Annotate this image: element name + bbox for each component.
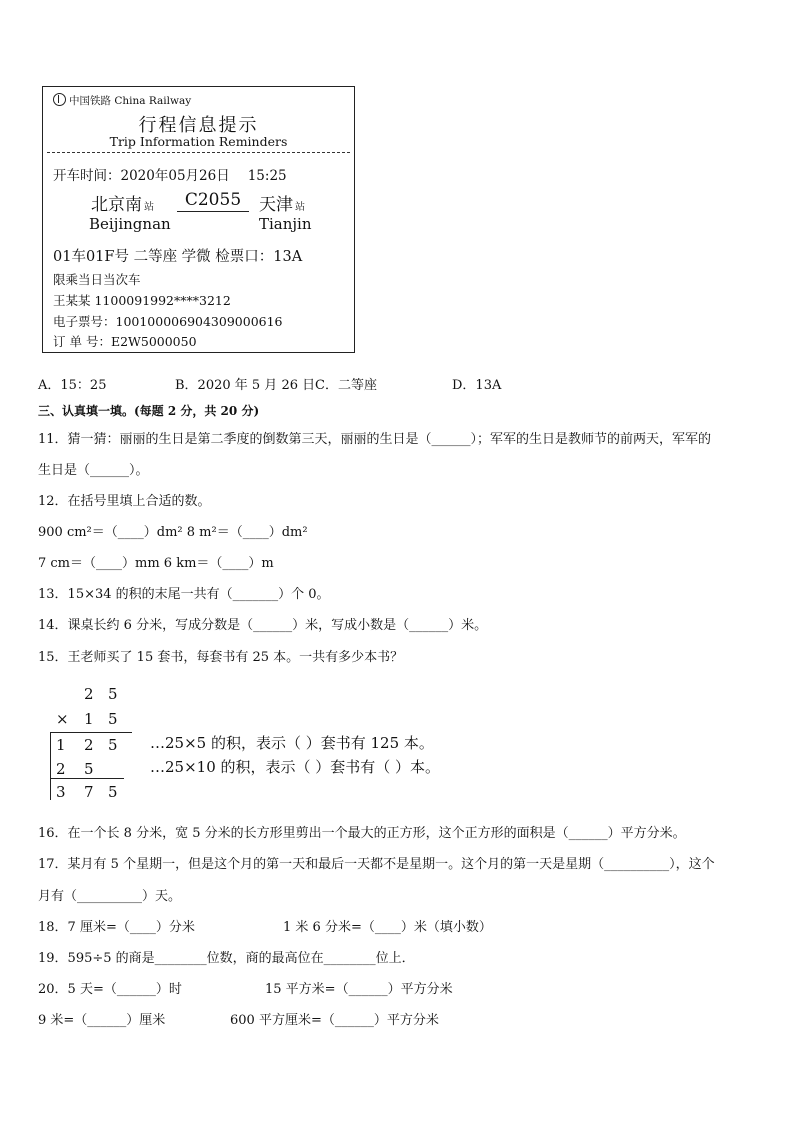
q18-part1: 18．7 厘米=（____）分米 bbox=[38, 920, 195, 935]
digit: 1 bbox=[56, 736, 66, 754]
to-pinyin: Tianjin bbox=[259, 215, 312, 233]
ticket-divider bbox=[47, 152, 350, 153]
seat-line: 01车01F号 二等座 学微 检票口：13A bbox=[53, 249, 303, 265]
digit: 2 bbox=[84, 685, 94, 703]
q15-note-1: …25×5 的积，表示（ ）套书有 125 本。 bbox=[150, 734, 434, 752]
q12-line2: 7 cm＝（____）mm 6 km＝（____）m bbox=[38, 556, 274, 571]
q18-part2: 1 米 6 分米=（____）米（填小数） bbox=[283, 920, 492, 935]
option-b: B．2020 年 5 月 26 日 bbox=[175, 378, 316, 393]
from-station bbox=[91, 190, 154, 215]
option-c: C．二等座 bbox=[315, 378, 377, 393]
q12-line1: 900 cm²＝（____）dm² 8 m²＝（____）dm² bbox=[38, 525, 308, 540]
q13: 13．15×34 的积的末尾一共有（_______）个 0。 bbox=[38, 587, 330, 602]
q20-part3: 9 米=（______）厘米 bbox=[38, 1013, 166, 1028]
q17-line1: 17．某月有 5 个星期一，但是这个月的第一天和最后一天都不是星期一。这个月的第一天是星期（__________），这个 bbox=[38, 857, 715, 872]
digit: 5 bbox=[108, 736, 118, 754]
multiplication-left-bracket bbox=[50, 732, 51, 800]
departure-time: 15:25 bbox=[247, 168, 287, 184]
departure-label: 开车时间： bbox=[53, 168, 121, 184]
valid-line: 限乘当日当次车 bbox=[53, 272, 141, 287]
to-station-suffix: 站 bbox=[295, 202, 305, 213]
q20-part1: 20．5 天=（______）时 bbox=[38, 982, 182, 997]
ticket-subtitle: Trip Information Reminders bbox=[109, 134, 288, 149]
ticket-title: 行程信息提示 bbox=[138, 115, 259, 136]
from-pinyin: Beijingnan bbox=[89, 215, 171, 233]
multiplication-rule-1 bbox=[50, 732, 132, 733]
option-d: D．13A bbox=[452, 378, 502, 393]
order-line: 订 单 号：E2W5000050 bbox=[53, 334, 197, 349]
q20-part4: 600 平方厘米=（______）平方分米 bbox=[230, 1013, 439, 1028]
train-ticket bbox=[42, 86, 355, 353]
digit: 1 bbox=[84, 710, 94, 728]
from-station-name: 北京南 bbox=[91, 195, 142, 215]
digit: 7 bbox=[84, 783, 94, 801]
digit: 3 bbox=[56, 783, 66, 801]
q20-part2: 15 平方米=（______）平方分米 bbox=[265, 982, 453, 997]
departure-date: 2020年05月26日 bbox=[120, 168, 230, 184]
section-3-heading: 三、认真填一填。(每题 2 分，共 20 分) bbox=[38, 404, 260, 418]
digit: 5 bbox=[108, 685, 118, 703]
digit: 2 bbox=[84, 736, 94, 754]
digit: 5 bbox=[108, 710, 118, 728]
china-railway-logo-icon bbox=[53, 93, 66, 106]
q14: 14．课桌长约 6 分米，写成分数是（______）米，写成小数是（______）米。 bbox=[38, 618, 488, 633]
from-station-suffix: 站 bbox=[144, 202, 154, 213]
to-station-name: 天津 bbox=[259, 195, 293, 215]
multiply-sign: × bbox=[56, 710, 69, 728]
passenger-line: 王某某 1100091992****3212 bbox=[53, 293, 231, 308]
multiplication-rule-2 bbox=[50, 778, 124, 779]
ticket-departure bbox=[53, 164, 287, 184]
to-station bbox=[259, 190, 305, 215]
digit: 5 bbox=[108, 783, 118, 801]
q15-title: 15．王老师买了 15 套书，每套书有 25 本。一共有多少本书？ bbox=[38, 650, 404, 665]
q19: 19．595÷5 的商是________位数，商的最高位在________位上． bbox=[38, 951, 415, 966]
eticket-line: 电子票号：10010000690430900061​6 bbox=[53, 314, 283, 329]
digit: 5 bbox=[84, 760, 94, 778]
train-number: C2055 bbox=[177, 190, 249, 212]
option-a: A．15：25 bbox=[38, 378, 107, 393]
q11-line2: 生日是（______）。 bbox=[38, 463, 149, 478]
ticket-header bbox=[53, 93, 191, 108]
q17-line2: 月有（__________）天。 bbox=[38, 889, 182, 904]
digit: 2 bbox=[56, 760, 66, 778]
q15-note-2: …25×10 的积，表示（ ）套书有（ ）本。 bbox=[150, 758, 441, 776]
q16: 16．在一个长 8 分米，宽 5 分米的长方形里剪出一个最大的正方形，这个正方形的面积是（______）平方分米。 bbox=[38, 826, 686, 841]
q12-title: 12．在括号里填上合适的数。 bbox=[38, 494, 211, 509]
ticket-header-text: 中国铁路 China Railway bbox=[69, 95, 192, 107]
q11-line1: 11．猜一猜：丽丽的生日是第二季度的倒数第三天，丽丽的生日是（______）；军军的生日是教师节的前两天，军军的 bbox=[38, 432, 712, 447]
